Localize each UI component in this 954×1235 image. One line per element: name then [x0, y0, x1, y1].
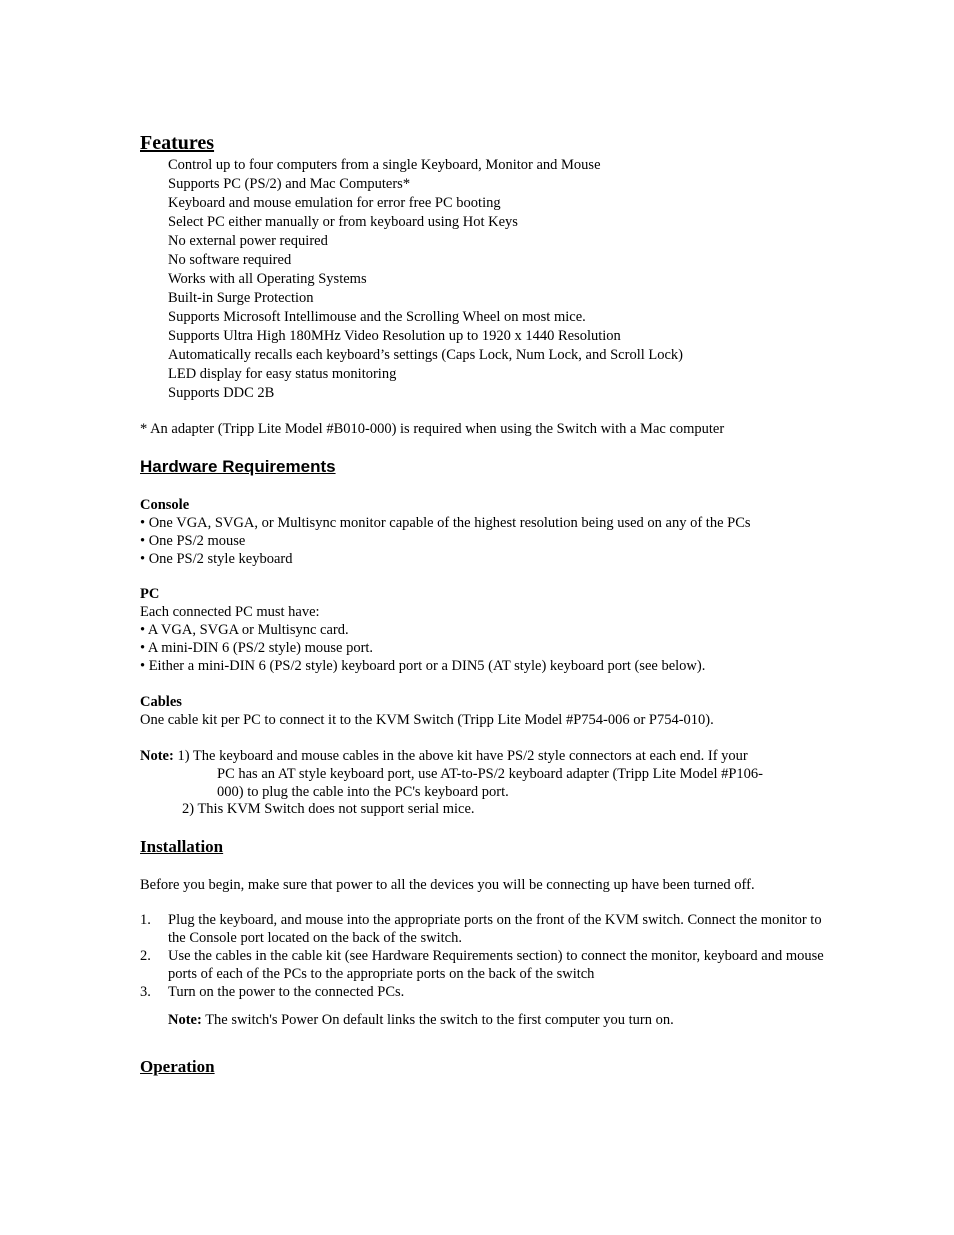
pc-intro: Each connected PC must have: [140, 604, 320, 620]
step-number: 2. [140, 948, 151, 964]
list-item: • One PS/2 style keyboard [140, 551, 293, 567]
list-item: LED display for easy status monitoring [168, 366, 397, 382]
note-line-4: 2) This KVM Switch does not support serial mice. [182, 801, 475, 817]
list-item: No external power required [168, 233, 328, 249]
installation-heading: Installation [140, 837, 224, 856]
features-heading: Features [140, 132, 215, 154]
list-item: Select PC either manually or from keyboard using Hot Keys [168, 214, 518, 230]
note-label: Note: [168, 1012, 202, 1028]
step-number: 1. [140, 912, 151, 928]
list-item: • One PS/2 mouse [140, 533, 246, 549]
features-footnote: * An adapter (Tripp Lite Model #B010-000) is required when using the Switch with a Mac computer [140, 421, 725, 437]
list-item: • Either a mini-DIN 6 (PS/2 style) keyboard port or a DIN5 (AT style) keyboard port (see below). [140, 658, 706, 674]
pc-list [140, 621, 705, 675]
list-item: Supports Ultra High 180MHz Video Resolution up to 1920 x 1440 Resolution [168, 328, 621, 344]
list-item: No software required [168, 252, 292, 268]
list-item: Supports DDC 2B [168, 385, 275, 401]
pc-title: PC [140, 586, 160, 602]
list-item: Keyboard and mouse emulation for error free PC booting [168, 195, 501, 211]
list-item: Automatically recalls each keyboard’s settings (Caps Lock, Num Lock, and Scroll Lock) [168, 347, 684, 363]
hardware-note [140, 747, 748, 765]
installation-intro: Before you begin, make sure that power to all the devices you will be connecting up have been turned off. [140, 877, 755, 893]
note-line-2: PC has an AT style keyboard port, use AT-to-PS/2 keyboard adapter (Tripp Lite Model #P106- [217, 766, 763, 782]
cables-text: One cable kit per PC to connect it to the KVM Switch (Tripp Lite Model #P754-006 or P754-010). [140, 712, 714, 728]
installation-note [168, 1011, 674, 1029]
note-label: Note: [140, 748, 174, 764]
list-item: Supports Microsoft Intellimouse and the Scrolling Wheel on most mice. [168, 309, 586, 325]
list-item: • One VGA, SVGA, or Multisync monitor capable of the highest resolution being used on any of the PCs [140, 515, 751, 531]
list-item: Control up to four computers from a single Keyboard, Monitor and Mouse [168, 157, 601, 173]
note-text: The switch's Power On default links the switch to the first computer you turn on. [201, 1012, 674, 1028]
features-list [168, 156, 683, 403]
note-line-1: 1) The keyboard and mouse cables in the above kit have PS/2 style connectors at each end. If your [173, 748, 748, 764]
list-item: • A VGA, SVGA or Multisync card. [140, 622, 349, 638]
list-item: • A mini-DIN 6 (PS/2 style) mouse port. [140, 640, 374, 656]
list-item: Supports PC (PS/2) and Mac Computers* [168, 176, 411, 192]
note-line-3: 000) to plug the cable into the PC's keyboard port. [217, 784, 509, 800]
step-text: Use the cables in the cable kit (see Hardware Requirements section) to connect the monitor, keyboard and mouse ports of each of the PCs to the appropriate ports on the back of the switch [168, 948, 824, 982]
step-text: Turn on the power to the connected PCs. [168, 984, 405, 1000]
list-item: Works with all Operating Systems [168, 271, 367, 287]
console-title: Console [140, 497, 190, 513]
list-item: Built-in Surge Protection [168, 290, 314, 306]
cables-title: Cables [140, 694, 182, 710]
console-list [140, 514, 751, 568]
step-number: 3. [140, 984, 151, 1000]
hardware-heading: Hardware Requirements [140, 457, 336, 476]
step-text: Plug the keyboard, and mouse into the appropriate ports on the front of the KVM switch. Connect the monitor to the Console port located on the back of the switch. [168, 912, 822, 946]
operation-heading: Operation [140, 1057, 215, 1076]
